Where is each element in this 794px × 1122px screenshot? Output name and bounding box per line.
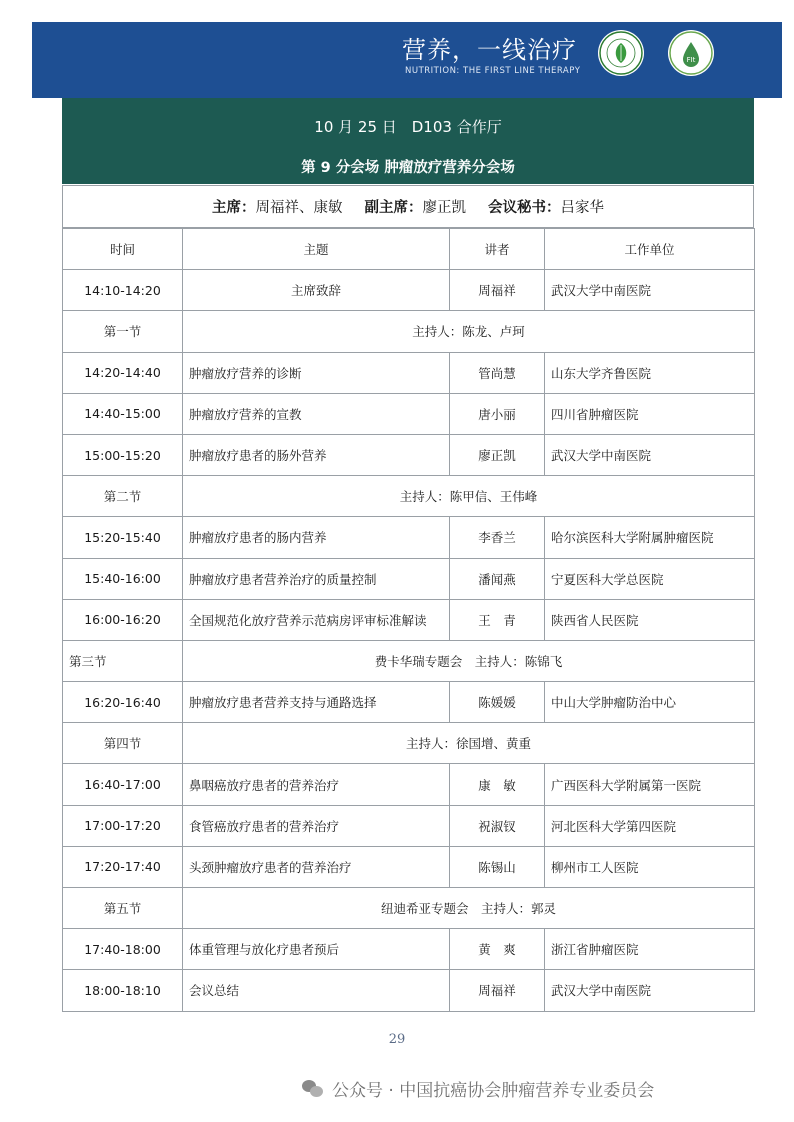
wechat-watermark: [302, 1076, 654, 1101]
table-row: [63, 682, 755, 723]
section-row: [63, 888, 755, 929]
section-name: 第二节: [63, 476, 183, 517]
talk-organization: 武汉大学中南医院: [545, 434, 755, 475]
schedule-table: [62, 228, 755, 1012]
talk-speaker: 潘闻燕: [450, 558, 545, 599]
chair-names: 周福祥、康敏: [255, 200, 343, 216]
talk-speaker: 廖正凯: [450, 434, 545, 475]
talk-organization: 中山大学肿瘤防治中心: [545, 682, 755, 723]
section-name: 第五节: [63, 888, 183, 929]
talk-topic: 会议总结: [183, 970, 450, 1011]
talk-organization: 河北医科大学第四医院: [545, 805, 755, 846]
wechat-icon: [302, 1080, 324, 1098]
talk-organization: 武汉大学中南医院: [545, 270, 755, 311]
talk-organization: 浙江省肿瘤医院: [545, 929, 755, 970]
table-row: [63, 517, 755, 558]
fit-logo-icon: [668, 30, 714, 76]
table-row: [63, 352, 755, 393]
talk-speaker: 陈锡山: [450, 846, 545, 887]
talk-organization: 柳州市工人医院: [545, 846, 755, 887]
talk-speaker: 黄 爽: [450, 929, 545, 970]
section-name: 第三节: [63, 640, 183, 681]
section-host: 主持人：陈龙、卢珂: [183, 311, 755, 352]
section-row: [63, 311, 755, 352]
talk-topic: 食管癌放疗患者的营养治疗: [183, 805, 450, 846]
header-speaker: 讲者: [450, 229, 545, 270]
section-host: 主持人：徐国增、黄重: [183, 723, 755, 764]
talk-topic: 肿瘤放疗患者营养支持与通路选择: [183, 682, 450, 723]
secretary-names: 吕家华: [560, 200, 604, 216]
section-name: 第四节: [63, 723, 183, 764]
page-number: 29: [388, 1032, 406, 1047]
talk-speaker: 陈媛媛: [450, 682, 545, 723]
talk-organization: 哈尔滨医科大学附属肿瘤医院: [545, 517, 755, 558]
vice-chair-label: 副主席：: [364, 200, 423, 216]
talk-speaker: 周福祥: [450, 970, 545, 1011]
talk-organization: 四川省肿瘤医院: [545, 393, 755, 434]
association-logo-icon: [598, 30, 644, 76]
talk-topic: 肿瘤放疗营养的诊断: [183, 352, 450, 393]
chair-label: 主席：: [212, 200, 256, 216]
talk-time: 17:00-17:20: [63, 805, 183, 846]
talk-time: 14:10-14:20: [63, 270, 183, 311]
talk-time: 16:40-17:00: [63, 764, 183, 805]
talk-organization: 陕西省人民医院: [545, 599, 755, 640]
section-name: 第一节: [63, 311, 183, 352]
talk-time: 15:00-15:20: [63, 434, 183, 475]
talk-time: 16:00-16:20: [63, 599, 183, 640]
talk-organization: 广西医科大学附属第一医院: [545, 764, 755, 805]
talk-organization: 宁夏医科大学总医院: [545, 558, 755, 599]
talk-organization: 武汉大学中南医院: [545, 970, 755, 1011]
chairs-row: [62, 185, 754, 228]
secretary-label: 会议秘书：: [488, 200, 561, 216]
session-date-room: 10 月 25 日 D103 合作厅: [314, 118, 502, 136]
talk-speaker: 唐小丽: [450, 393, 545, 434]
talk-topic: 体重管理与放化疗患者预后: [183, 929, 450, 970]
table-row: [63, 599, 755, 640]
section-host: 主持人：陈甲信、王伟峰: [183, 476, 755, 517]
header-topic: 主题: [183, 229, 450, 270]
talk-speaker: 周福祥: [450, 270, 545, 311]
table-row: [63, 764, 755, 805]
talk-topic: 鼻咽癌放疗患者的营养治疗: [183, 764, 450, 805]
section-row: [63, 723, 755, 764]
talk-time: 14:40-15:00: [63, 393, 183, 434]
talk-organization: 山东大学齐鲁医院: [545, 352, 755, 393]
talk-time: 15:40-16:00: [63, 558, 183, 599]
talk-time: 18:00-18:10: [63, 970, 183, 1011]
header-time: 时间: [63, 229, 183, 270]
talk-topic: 肿瘤放疗患者的肠内营养: [183, 517, 450, 558]
table-row: [63, 270, 755, 311]
talk-topic: 全国规范化放疗营养示范病房评审标准解读: [183, 599, 450, 640]
section-host: 纽迪希亚专题会 主持人：郭灵: [183, 888, 755, 929]
talk-speaker: 祝淑钗: [450, 805, 545, 846]
section-row: [63, 476, 755, 517]
talk-time: 17:20-17:40: [63, 846, 183, 887]
table-row: [63, 970, 755, 1011]
talk-time: 15:20-15:40: [63, 517, 183, 558]
table-row: [63, 434, 755, 475]
watermark-text: 公众号 · 中国抗癌协会肿瘤营养专业委员会: [332, 1081, 655, 1101]
header-organization: 工作单位: [545, 229, 755, 270]
schedule-body: [63, 270, 755, 1011]
talk-topic: 肿瘤放疗患者营养治疗的质量控制: [183, 558, 450, 599]
header-title: 营养，一线治疗: [402, 36, 577, 64]
table-row: [63, 393, 755, 434]
svg-text:FIt: FIt: [686, 56, 696, 64]
table-row: [63, 558, 755, 599]
talk-topic: 肿瘤放疗营养的宣教: [183, 393, 450, 434]
header-subtitle: NUTRITION: THE FIRST LINE THERAPY: [405, 66, 581, 76]
talk-speaker: 王 青: [450, 599, 545, 640]
vice-chair-names: 廖正凯: [422, 200, 466, 216]
section-host: 费卡华瑞专题会 主持人：陈锦飞: [183, 640, 755, 681]
talk-topic: 主席致辞: [183, 270, 450, 311]
session-title: 第 9 分会场 肿瘤放疗营养分会场: [301, 160, 515, 176]
table-row: [63, 846, 755, 887]
table-row: [63, 929, 755, 970]
section-row: [63, 640, 755, 681]
talk-topic: 肿瘤放疗患者的肠外营养: [183, 434, 450, 475]
talk-time: 17:40-18:00: [63, 929, 183, 970]
table-row: [63, 805, 755, 846]
talk-time: 16:20-16:40: [63, 682, 183, 723]
talk-topic: 头颈肿瘤放疗患者的营养治疗: [183, 846, 450, 887]
talk-speaker: 管尚慧: [450, 352, 545, 393]
talk-speaker: 李香兰: [450, 517, 545, 558]
table-header-row: [63, 229, 755, 270]
talk-time: 14:20-14:40: [63, 352, 183, 393]
talk-speaker: 康 敏: [450, 764, 545, 805]
